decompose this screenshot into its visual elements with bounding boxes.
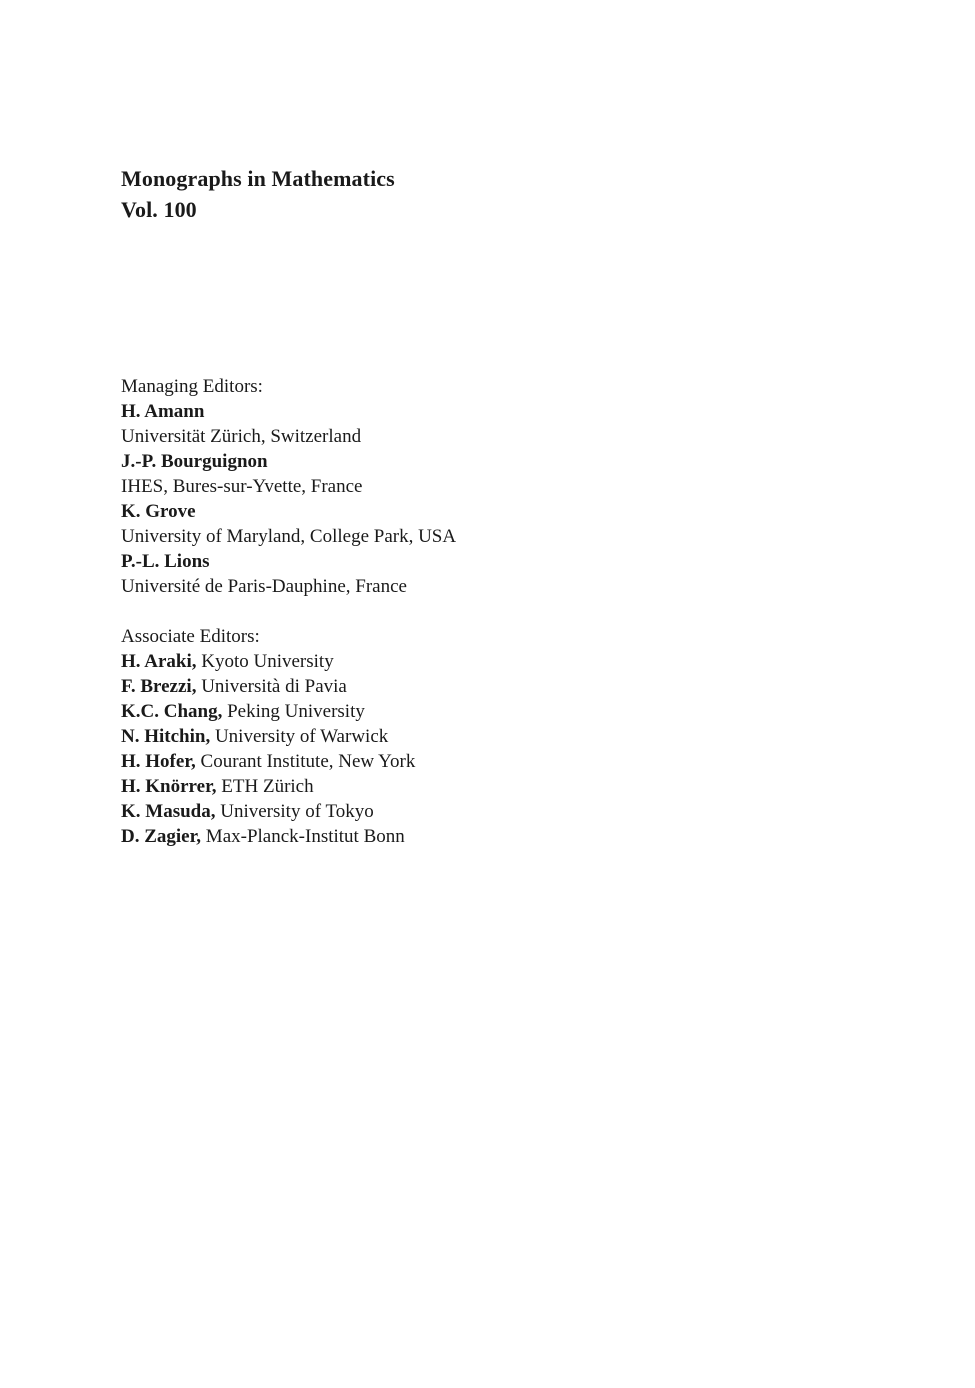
associate-editor-row [121, 749, 456, 774]
associate-editor-name: K. Masuda, [121, 801, 216, 822]
associate-editor-name: F. Brezzi, [121, 676, 197, 697]
associate-editor-affiliation: Università di Pavia [196, 676, 347, 697]
associate-editor-row [121, 724, 456, 749]
editor-affiliation: University of Maryland, College Park, USA [121, 526, 457, 547]
associate-editor-name: H. Knörrer, [121, 776, 217, 797]
series-title: Monographs in Mathematics [121, 166, 395, 191]
associate-editor-affiliation: ETH Zürich [216, 776, 314, 797]
editor-affiliation: Université de Paris-Dauphine, France [121, 576, 407, 597]
associate-editor-affiliation: Max-Planck-Institut Bonn [201, 826, 405, 847]
associate-editor-name: H. Araki, [121, 651, 197, 672]
associate-editor-name: D. Zagier, [121, 826, 202, 847]
editor-affiliation: IHES, Bures-sur-Yvette, France [121, 476, 363, 497]
associate-editors-heading: Associate Editors: [121, 626, 260, 647]
associate-editor-affiliation: University of Warwick [210, 726, 389, 747]
managing-editors-group [121, 374, 456, 599]
editor-name: H. Amann [121, 401, 205, 422]
editor-name: P.-L. Lions [121, 551, 210, 572]
editor-name: J.-P. Bourguignon [121, 451, 268, 472]
editorial-board [121, 374, 456, 849]
associate-editor-affiliation: University of Tokyo [215, 801, 374, 822]
associate-editor-row [121, 799, 456, 824]
associate-editors-group [121, 624, 456, 849]
associate-editor-name: H. Hofer, [121, 751, 196, 772]
associate-editor-name: K.C. Chang, [121, 701, 223, 722]
section-spacer [121, 599, 456, 624]
series-title-block [121, 163, 395, 225]
associate-editor-affiliation: Kyoto University [196, 651, 334, 672]
associate-editor-row [121, 674, 456, 699]
associate-editor-affiliation: Courant Institute, New York [195, 751, 416, 772]
editor-affiliation: Universität Zürich, Switzerland [121, 426, 362, 447]
associate-editor-affiliation: Peking University [222, 701, 365, 722]
associate-editor-row [121, 699, 456, 724]
associate-editor-row [121, 649, 456, 674]
series-volume: Vol. 100 [121, 197, 197, 222]
associate-editor-row [121, 824, 456, 849]
associate-editor-row [121, 774, 456, 799]
editor-name: K. Grove [121, 501, 196, 522]
associate-editor-name: N. Hitchin, [121, 726, 211, 747]
managing-editors-heading: Managing Editors: [121, 376, 263, 397]
